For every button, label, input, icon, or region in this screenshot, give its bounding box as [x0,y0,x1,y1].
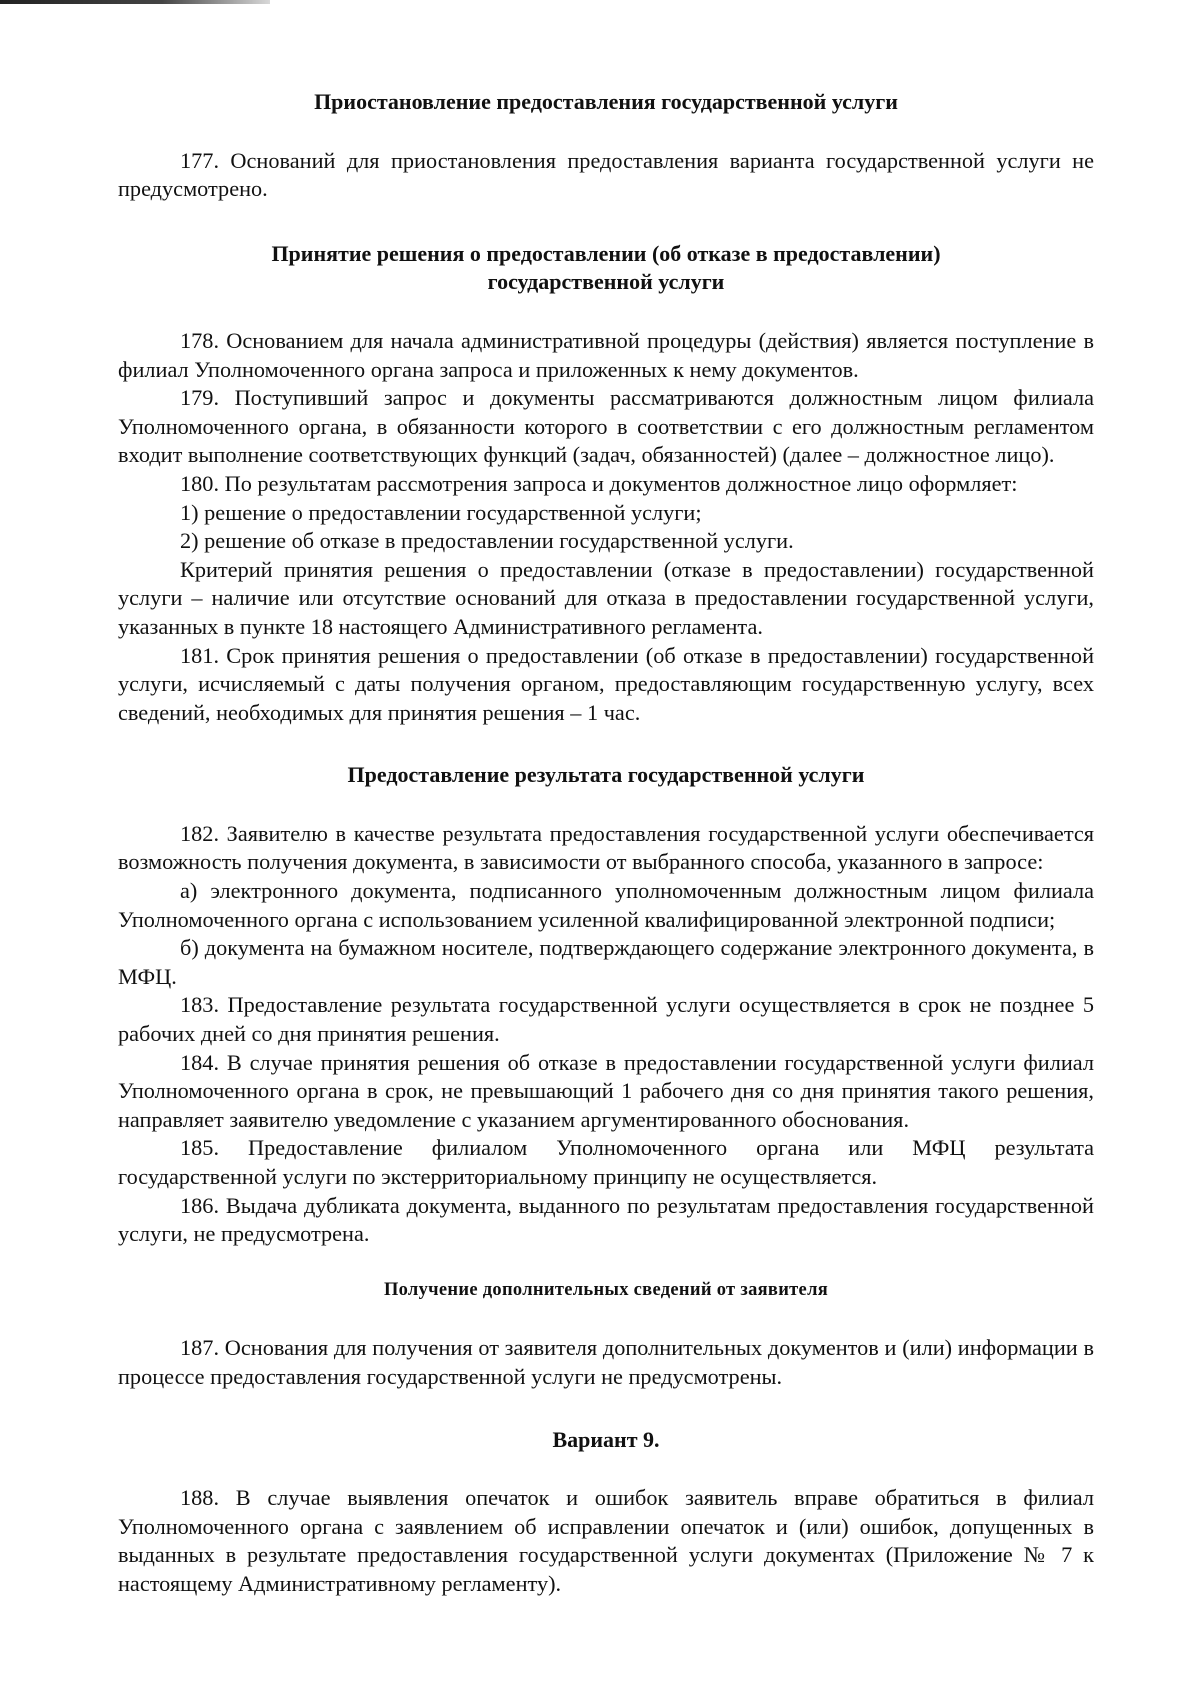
paragraph-180: 180. По результатам рассмотрения запроса и документов должностное лицо оформляет: [180,470,1018,496]
document-page [118,88,1094,1599]
paragraph-187: 187. Основания для получения от заявителя дополнительных документов и (или) информации в процессе предоставления государственной услуги не предусмотрены. [118,1335,1094,1389]
paragraph-177: 177. Оснований для приостановления предоставления варианта государственной услуги не предусмотрено. [118,147,1094,202]
paragraph-182-item-b: б) документа на бумажном носителе, подтверждающего содержание электронного документа, в МФЦ. [118,935,1094,989]
section-heading-variant-9: Вариант 9. [552,1426,660,1452]
scan-edge-mark [0,0,270,4]
paragraph-188: 188. В случае выявления опечаток и ошибок заявитель вправе обратиться в филиал Уполномоченного органа с заявлением об исправлении опечаток и (или) ошибок, допущенных в выданных в результате предоставления государственной услуги документах (Приложение № 7 к настоящему Административному регламенту). [118,1485,1094,1596]
paragraph-186: 186. Выдача дубликата документа, выданного по результатам предоставления государственной услуги, не предусмотрена. [118,1192,1094,1247]
paragraph-185: 185. Предоставление филиалом Уполномоченного органа или МФЦ результата государственной услуги по экстерриториальному принципу не осуществляется. [118,1135,1094,1189]
paragraph-180-item-1: 1) решение о предоставлении государственной услуги; [180,499,702,525]
section-heading-result: Предоставление результата государственной услуги [347,762,865,788]
section-heading-suspension: Приостановление предоставления государственной услуги [314,89,898,114]
paragraph-criterion: Критерий принятия решения о предоставлении (отказе в предоставлении) государственной услуги – наличие или отсутствие оснований для отказа в предоставлении государственной услуги, указанных в пункте 18 настоящего Административного регламента. [118,556,1094,639]
paragraph-180-item-2: 2) решение об отказе в предоставлении государственной услуги. [180,528,794,554]
paragraph-178: 178. Основанием для начала административной процедуры (действия) является поступление в филиал Уполномоченного органа запроса и приложенных к нему документов. [118,327,1094,382]
paragraph-184: 184. В случае принятия решения об отказе в предоставлении государственной услуги филиал Уполномоченного органа в срок, не превышающий 1 рабочего дня со дня принятия такого решения, направляет заявителю уведомление с указанием аргументированного обоснования. [118,1049,1094,1132]
section-heading-decision: Принятие решения о предоставлении (об отказе в предоставлении) [271,240,941,266]
paragraph-183: 183. Предоставление результата государственной услуги осуществляется в срок не позднее 5 рабочих дней со дня принятия решения. [118,992,1094,1047]
paragraph-179: 179. Поступивший запрос и документы рассматриваются должностным лицом филиала Уполномоченного органа, в обязанности которого в соответствии с его должностным регламентом входит выполнение соответствующих функций (задач, обязанностей) (далее – должностное лицо). [118,385,1094,468]
section-heading-additional-info: Получение дополнительных сведений от заявителя [383,1279,829,1300]
paragraph-182-item-a: а) электронного документа, подписанного уполномоченным должностным лицом филиала Уполномоченного органа с использованием усиленной квалифицированной электронной подписи; [118,878,1094,932]
paragraph-181: 181. Срок принятия решения о предоставлении (об отказе в предоставлении) государственной услуги, исчисляемый с даты получения органом, предоставляющим государственную услугу, всех сведений, необходимых для принятия решения – 1 час. [118,642,1094,725]
paragraph-182: 182. Заявителю в качестве результата предоставления государственной услуги обеспечивается возможность получения документа, в зависимости от выбранного способа, указанного в запросе: [118,820,1094,875]
section-heading-decision-line2: государственной услуги [487,269,725,295]
